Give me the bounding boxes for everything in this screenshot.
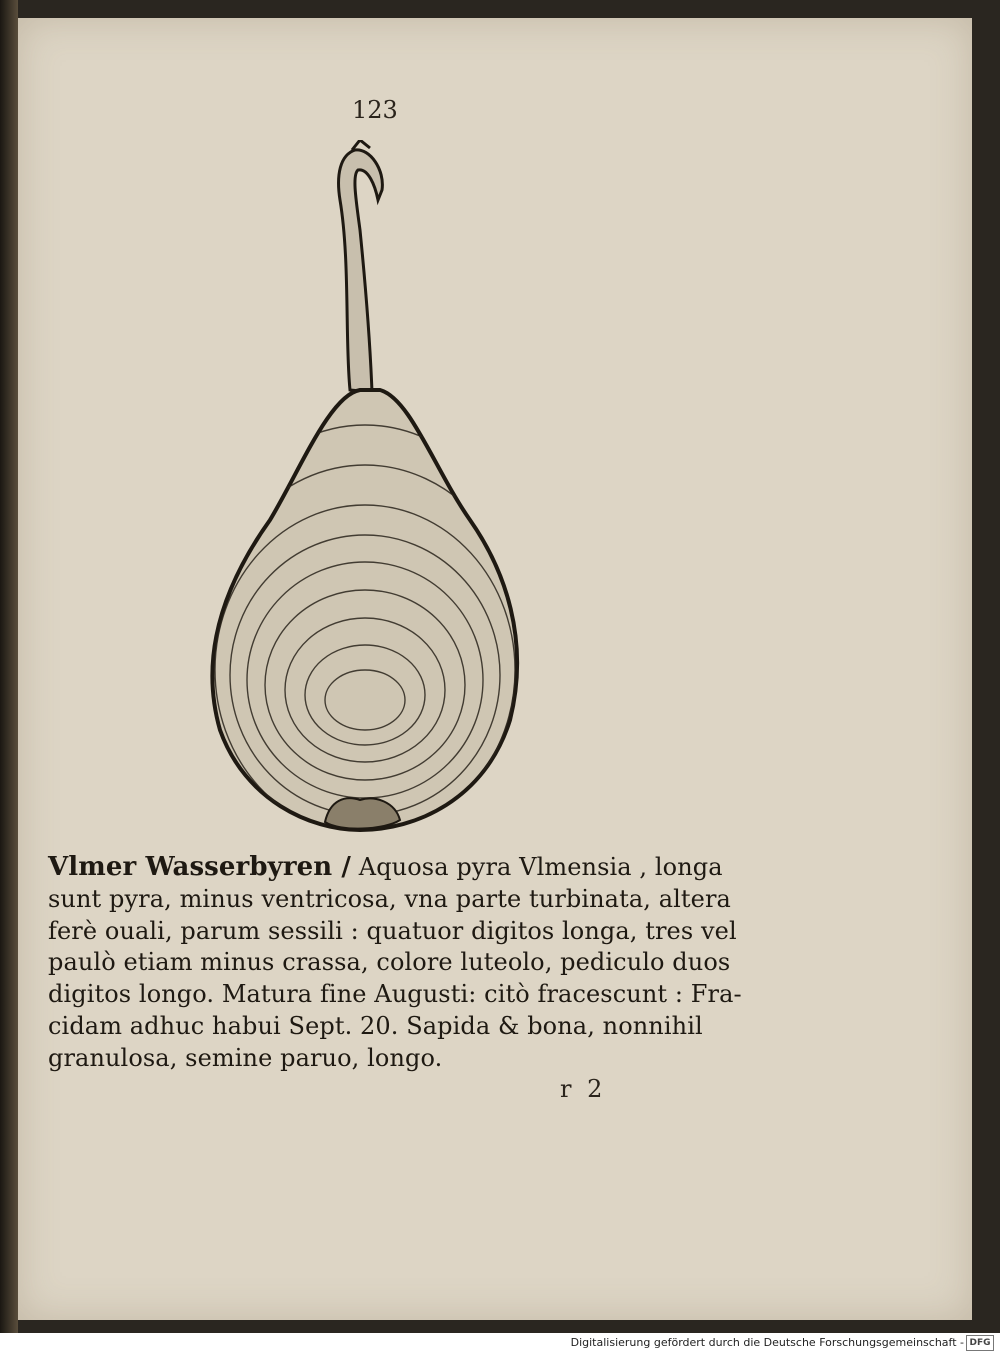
- dfg-logo-icon: DFG: [966, 1335, 994, 1351]
- pear-woodcut-icon: [200, 140, 540, 840]
- caption-line-4: paulò etiam minus crassa, colore luteolo, pediculo duos: [48, 948, 731, 977]
- caption-line-2: sunt pyra, minus ventricosa, vna parte turbinata, altera: [48, 884, 731, 913]
- caption-line-6: cidam adhuc habui Sept. 20. Sapida & bona, nonnihil: [48, 1011, 703, 1040]
- book-spine-edge: [0, 0, 18, 1333]
- footer-credit: Digitalisierung gefördert durch die Deutsche Forschungsgemeinschaft -: [570, 1336, 964, 1349]
- caption-line-7: granulosa, semine paruo, longo.: [48, 1043, 443, 1072]
- caption-line-text: Aquosa pyra Vlmensia , longa: [358, 853, 723, 881]
- caption-line-1: [48, 852, 723, 884]
- page-number: 123: [352, 96, 398, 124]
- signature-mark: r 2: [560, 1075, 607, 1103]
- caption-heading: Vlmer Wasserbyren /: [48, 852, 352, 882]
- caption-line-5: digitos longo. Matura fine Augusti: citò fracescunt : Fra-: [48, 980, 742, 1009]
- caption-line-3: ferè ouali, parum sessili : quatuor digitos longa, tres vel: [48, 916, 737, 945]
- description-text: [48, 852, 742, 1075]
